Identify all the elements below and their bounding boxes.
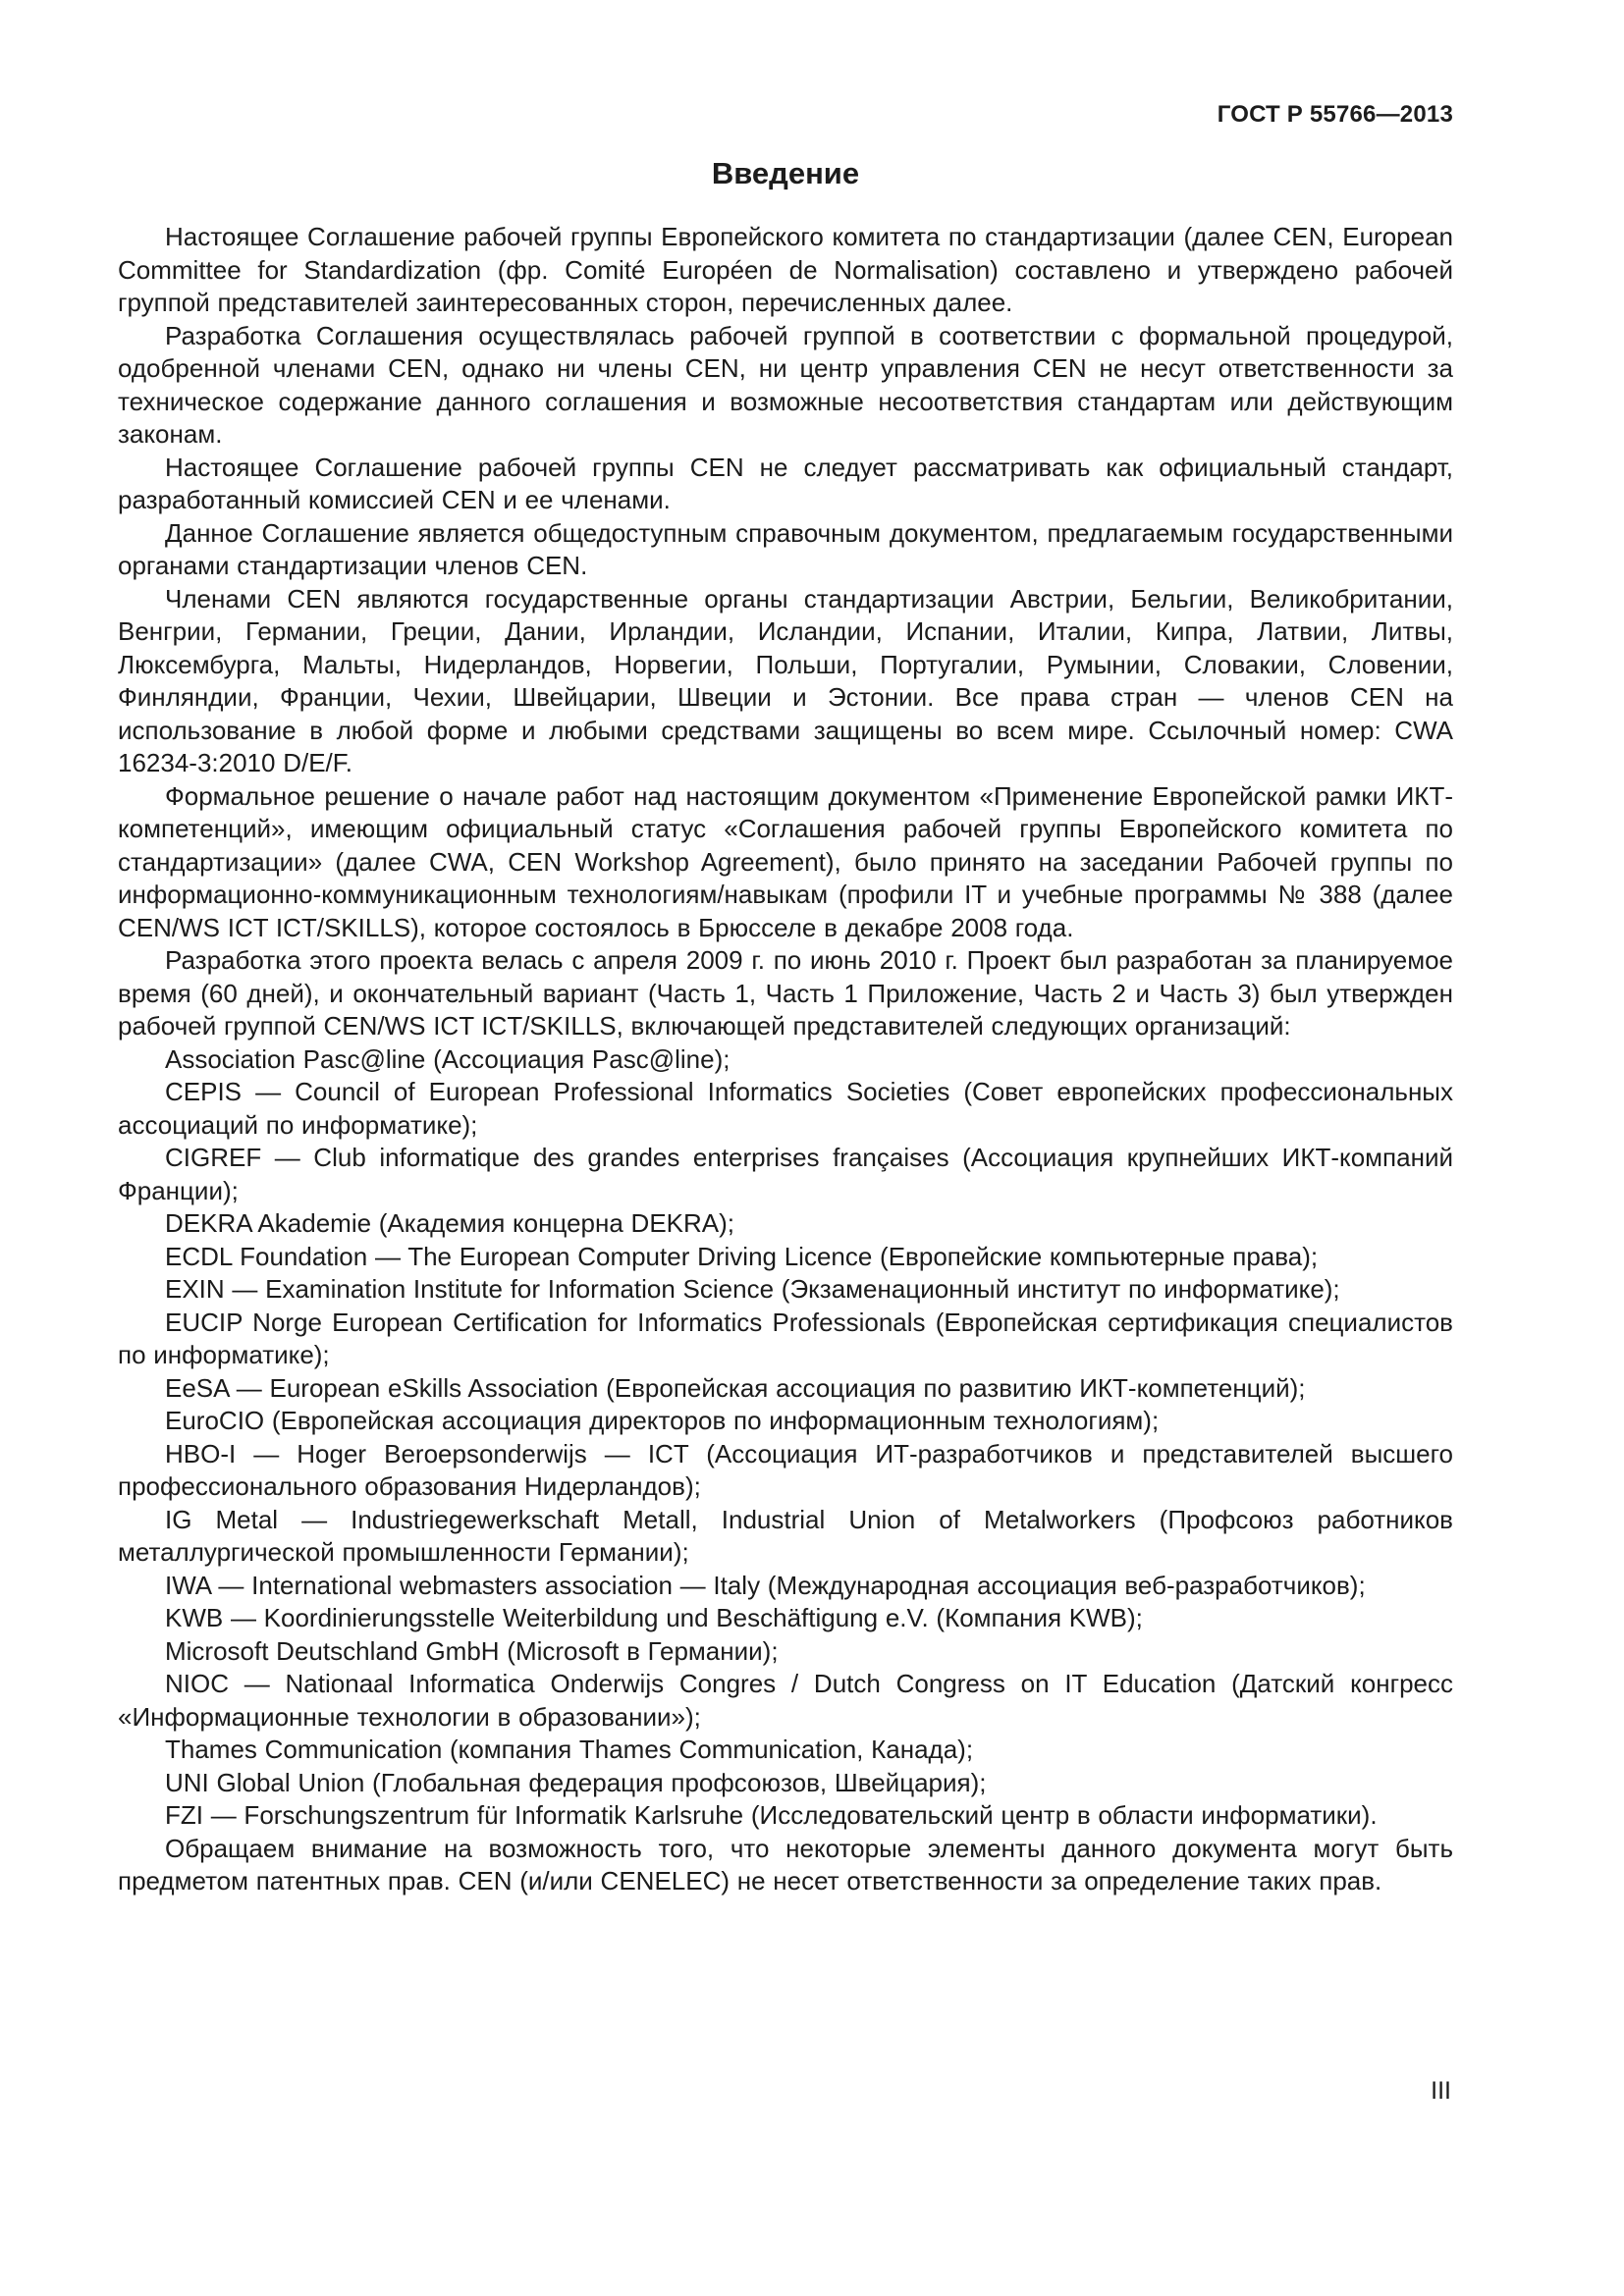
org-list-item: Association Pasc@line (Ассоциация Pasc@line);: [165, 1043, 731, 1074]
org-list-item: CIGREF — Club informatique des grandes enterprises françaises (Ассоциация крупнейших ИКТ-компаний Франции);: [118, 1143, 1453, 1205]
org-list-item: EUCIP Norge European Certification for Informatics Professionals (Европейская сертификация специалистов по информатике);: [118, 1307, 1453, 1369]
org-list-item: ECDL Foundation — The European Computer Driving Licence (Европейские компьютерные права);: [165, 1241, 1319, 1271]
org-list-item: CEPIS — Council of European Professional Informatics Societies (Совет европейских профессиональных ассоциаций по информатике);: [118, 1077, 1453, 1140]
paragraph: Настоящее Соглашение рабочей группы CEN не следует рассматривать как официальный стандарт, разработанный комиссией CEN и ее членами.: [118, 452, 1453, 514]
org-list-item: Microsoft Deutschland GmbH (Microsoft в Германии);: [165, 1635, 779, 1666]
org-list-item: HBO-I — Hoger Beroepsonderwijs — ICT (Ассоциация ИТ-разработчиков и представителей высшего профессионального образования Нидерландов);: [118, 1438, 1453, 1501]
org-list-item: EeSA — European eSkills Association (Европейская ассоциация по развитию ИКТ-компетенций);: [165, 1372, 1306, 1403]
document-body: [118, 221, 1453, 1898]
document-content: [118, 0, 1453, 1898]
org-list-item: KWB — Koordinierungsstelle Weiterbildung und Beschäftigung e.V. (Компания KWB);: [165, 1603, 1143, 1632]
paragraph: Разработка этого проекта велась с апреля 2009 г. по июнь 2010 г. Проект был разработан за планируемое время (60 дней), и окончательный вариант (Часть 1, Часть 1 Приложение, Часть 2 и Часть 3) был утвержден рабочей группой CEN/WS ICT ICT/SKILLS, включающей представителей следующих организаций:: [118, 945, 1453, 1041]
org-list-item: NIOC — Nationaal Informatica Onderwijs Congres / Dutch Congress on IT Education (Датский конгресс «Информационные технологии в образовании»);: [118, 1669, 1453, 1732]
paragraph: Разработка Соглашения осуществлялась рабочей группой в соответствии с формальной процедурой, одобренной членами CEN, однако ни члены CEN, ни центр управления CEN не несут ответственности за техническое содержание данного соглашения и возможные несоответствия стандартам или действующим законам.: [118, 320, 1453, 449]
paragraph: Членами CEN являются государственные органы стандартизации Австрии, Бельгии, Великобритании, Венгрии, Германии, Греции, Дании, Ирландии, Исландии, Испании, Италии, Кипра, Латвии, Литвы, Люксембурга, Мальты, Нидерландов, Норвегии, Польши, Португалии, Румынии, Словакии, Словении, Финляндии, Франции, Чехии, Швейцарии, Швеции и Эстонии. Все права стран — членов CEN на использование в любой форме и любыми средствами защищены во всем мире. Ссылочный номер: CWA 16234-3:2010 D/E/F.: [118, 583, 1453, 777]
org-list-item: DEKRA Akademie (Академия концерна DEKRA);: [165, 1208, 735, 1238]
org-list-item: EuroCIO (Европейская ассоциация директоров по информационным технологиям);: [165, 1406, 1160, 1435]
org-list-item: EXIN — Examination Institute for Information Science (Экзаменационный институт по информатике);: [165, 1274, 1340, 1304]
org-list-item: IWA — International webmasters association — Italy (Международная ассоциация веб-разработчиков);: [165, 1570, 1366, 1600]
page-title: Введение: [711, 156, 860, 190]
org-list-item: Thames Communication (компания Thames Communication, Канада);: [165, 1735, 974, 1764]
org-list-item: FZI — Forschungszentrum für Informatik Karlsruhe (Исследовательский центр в области информатики).: [165, 1800, 1378, 1830]
page-number: III: [1431, 2077, 1451, 2105]
paragraph: Формальное решение о начале работ над настоящим документом «Применение Европейской рамки ИКТ-компетенций», имеющим официальный статус «Соглашения рабочей группы Европейского комитета по стандартизации» (далее CWA, CEN Workshop Agreement), было принято на заседании Рабочей группы по информационно-коммуникационным технологиям/навыкам (профили IT и учебные программы № 388 (далее CEN/WS ICT ICT/SKILLS), которое состоялось в Брюсселе в декабре 2008 года.: [118, 780, 1453, 942]
paragraph: Настоящее Соглашение рабочей группы Европейского комитета по стандартизации (далее CEN, European Committee for Standardization (фр. Comité Européen de Normalisation) составлено и утверждено рабочей группой представителей заинтересованных сторон, перечисленных далее.: [118, 222, 1453, 317]
paragraph: Обращаем внимание на возможность того, что некоторые элементы данного документа могут быть предметом патентных прав. CEN (и/или CENELEC) не несет ответственности за определение таких прав.: [118, 1833, 1453, 1896]
org-list-item: UNI Global Union (Глобальная федерация профсоюзов, Швейцария);: [165, 1767, 987, 1797]
org-list-item: IG Metal — Industriegewerkschaft Metall, Industrial Union of Metalworkers (Профсоюз работников металлургической промышленности Германии);: [118, 1504, 1453, 1567]
doc-number: ГОСТ Р 55766—2013: [1217, 101, 1453, 128]
paragraph: Данное Соглашение является общедоступным справочным документом, предлагаемым государственными органами стандартизации членов CEN.: [118, 517, 1453, 580]
